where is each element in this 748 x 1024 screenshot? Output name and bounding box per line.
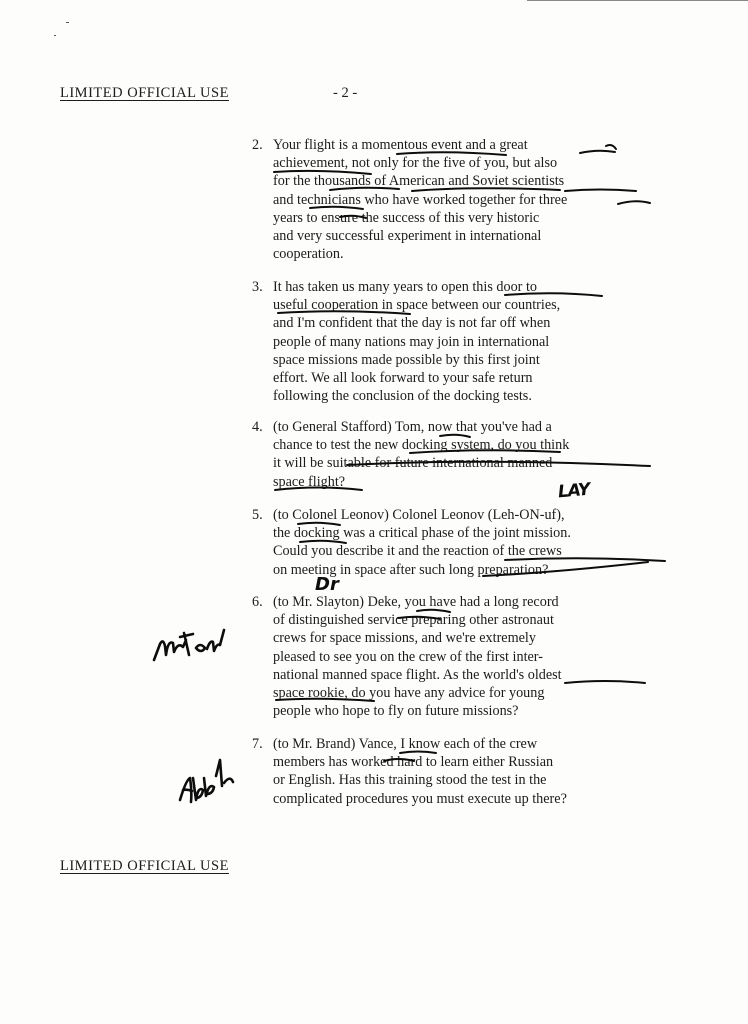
- text-line: pleased to see you on the crew of the first inter-: [273, 648, 543, 665]
- margin-scribble-not-on: [154, 630, 224, 660]
- text-line: (to Colonel Leonov) Colonel Leonov (Leh-ON-uf),: [273, 507, 565, 523]
- text-line: members has worked hard to learn either Russian: [273, 754, 554, 771]
- text-line: effort. We all look forward to your safe return: [273, 370, 533, 387]
- text-line: of distinguished service preparing other astronaut: [273, 612, 554, 629]
- paragraph-number: 2.: [252, 137, 263, 153]
- text-line: years to ensure the success of this very historic: [273, 209, 540, 226]
- paragraph-4: [252, 418, 672, 491]
- text-line: national manned space flight. As the world's oldest: [273, 666, 562, 683]
- text-line: people of many nations may join in international: [273, 333, 550, 350]
- text-line: and technicians who have worked together for three: [273, 191, 568, 208]
- paragraph-5: [252, 506, 672, 579]
- text-line: Could you describe it and the reaction of the crews: [273, 543, 562, 560]
- page-number: - 2 -: [333, 85, 358, 101]
- text-line: it will be suitable for future international manned: [273, 455, 553, 472]
- paragraph-2: [252, 136, 672, 263]
- text-line: cooperation.: [273, 246, 344, 263]
- text-line: and very successful experiment in international: [273, 228, 542, 245]
- text-line: space missions made possible by this first joint: [273, 351, 540, 368]
- paragraph-6: [252, 593, 672, 720]
- text-line: achievement, not only for the five of you, but also: [273, 155, 558, 172]
- paragraph-number: 4.: [252, 419, 263, 435]
- text-line: following the conclusion of the docking tests.: [273, 388, 532, 405]
- top-edge-rule: [527, 0, 748, 1]
- paragraph-number: 7.: [252, 736, 263, 752]
- text-line: It has taken us many years to open this door to: [273, 279, 537, 295]
- footer-classification: LIMITED OFFICIAL USE: [60, 858, 229, 874]
- handwritten-lay: LAY: [557, 479, 591, 503]
- text-line: space rookie, do you have any advice for young: [273, 685, 545, 702]
- header-classification: LIMITED OFFICIAL USE: [60, 85, 229, 101]
- text-line: on meeting in space after such long preparation?: [273, 561, 549, 578]
- text-line: or English. Has this training stood the test in the: [273, 772, 547, 789]
- text-line: complicated procedures you must execute up there?: [273, 790, 567, 807]
- text-line: Your flight is a momentous event and a great: [273, 137, 528, 153]
- scan-speck: [66, 22, 69, 23]
- paragraph-3: [252, 278, 672, 405]
- paragraph-number: 6.: [252, 594, 263, 610]
- text-line: space flight?: [273, 473, 346, 490]
- paragraph-7: [252, 735, 672, 808]
- handwritten-dr: Dr: [315, 574, 339, 595]
- text-line: chance to test the new docking system, do you think: [273, 437, 570, 454]
- text-line: (to Mr. Slayton) Deke, you have had a long record: [273, 594, 559, 610]
- text-line: (to Mr. Brand) Vance, I know each of the crew: [273, 736, 538, 752]
- text-line: people who hope to fly on future missions?: [273, 703, 519, 720]
- scan-speck: [54, 35, 56, 36]
- text-line: (to General Stafford) Tom, now that you've had a: [273, 419, 552, 435]
- margin-scribble-apple: [180, 760, 233, 802]
- text-line: the docking was a critical phase of the joint mission.: [273, 525, 571, 542]
- text-line: useful cooperation in space between our countries,: [273, 297, 561, 314]
- text-line: crews for space missions, and we're extremely: [273, 630, 536, 647]
- text-line: and I'm confident that the day is not far off when: [273, 315, 551, 332]
- paragraph-number: 5.: [252, 507, 263, 523]
- text-line: for the thousands of American and Soviet scientists: [273, 173, 565, 190]
- paragraph-number: 3.: [252, 279, 263, 295]
